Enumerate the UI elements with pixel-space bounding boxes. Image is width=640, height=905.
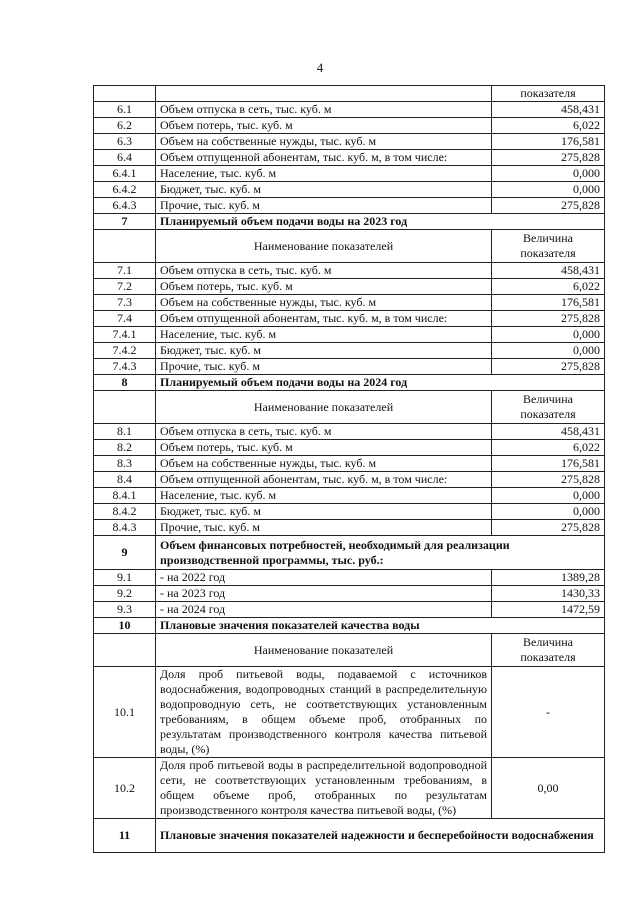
column-header-value: Величина показателя [492, 230, 605, 263]
row-number: 7.4.2 [94, 343, 156, 359]
table-row [94, 472, 605, 488]
section-number: 8 [94, 375, 156, 391]
indicator-name: - на 2023 год [156, 586, 492, 602]
section-title-row [94, 618, 605, 634]
row-number: 6.3 [94, 134, 156, 150]
table-row [94, 570, 605, 586]
indicator-name: Доля проб питьевой воды в распределительной водопроводной сети, не соответствующих установленным требованиям, в общем объеме проб, отобранных по результатам производственного контроля качества питьевой воды, (%) [156, 758, 492, 819]
indicator-value: 176,581 [492, 295, 605, 311]
indicator-value: 1430,33 [492, 586, 605, 602]
table-row [94, 86, 605, 102]
section-number: 9 [94, 536, 156, 570]
table-row [94, 602, 605, 618]
indicator-name: Объем отпуска в сеть, тыс. куб. м [156, 102, 492, 118]
column-header-row [94, 391, 605, 424]
row-number: 9.1 [94, 570, 156, 586]
table-row [94, 586, 605, 602]
indicator-value: 275,828 [492, 150, 605, 166]
row-number: 8.1 [94, 424, 156, 440]
indicator-name: Население, тыс. куб. м [156, 488, 492, 504]
section-title-row [94, 375, 605, 391]
indicator-name: Доля проб питьевой воды, подаваемой с источников водоснабжения, водопроводных станций в распределительную водопроводную сеть, не соответствующих установленным требованиям, в общем объеме проб, отобранных по результатам производственного контроля качества питьевой воды, (%) [156, 667, 492, 758]
row-number: 8.4 [94, 472, 156, 488]
indicator-value: 275,828 [492, 472, 605, 488]
table-row [94, 118, 605, 134]
table-row [94, 343, 605, 359]
indicator-value: 0,000 [492, 166, 605, 182]
column-header-value: Величина показателя [492, 634, 605, 667]
section-title: Плановые значения показателей надежности и бесперебойности водоснабжения [156, 819, 605, 853]
row-number: 6.4.2 [94, 182, 156, 198]
table-row [94, 327, 605, 343]
indicator-name: Население, тыс. куб. м [156, 327, 492, 343]
section-title: Планируемый объем подачи воды на 2024 год [156, 375, 605, 391]
row-number: 7.4 [94, 311, 156, 327]
table-row [94, 198, 605, 214]
column-header-row [94, 230, 605, 263]
section-title: Плановые значения показателей качества воды [156, 618, 605, 634]
row-number: 8.4.2 [94, 504, 156, 520]
indicator-value: 0,000 [492, 488, 605, 504]
table-row [94, 263, 605, 279]
table-row [94, 488, 605, 504]
indicator-value: 275,828 [492, 520, 605, 536]
row-number: 7.3 [94, 295, 156, 311]
indicator-value: 458,431 [492, 102, 605, 118]
row-number: 8.4.3 [94, 520, 156, 536]
row-number: 9.3 [94, 602, 156, 618]
indicator-name: Население, тыс. куб. м [156, 166, 492, 182]
row-number: 8.4.1 [94, 488, 156, 504]
section-number: 10 [94, 618, 156, 634]
section-title: Планируемый объем подачи воды на 2023 год [156, 214, 605, 230]
indicator-value: 176,581 [492, 456, 605, 472]
indicators-table [93, 85, 605, 853]
indicator-value: 6,022 [492, 440, 605, 456]
column-header-name: Наименование показателей [156, 634, 492, 667]
indicator-name: Объем потерь, тыс. куб. м [156, 279, 492, 295]
row-number: 7.1 [94, 263, 156, 279]
indicator-name: Бюджет, тыс. куб. м [156, 343, 492, 359]
indicator-value: 458,431 [492, 263, 605, 279]
indicator-value: 0,000 [492, 182, 605, 198]
indicator-value: 0,00 [492, 758, 605, 819]
table-row [94, 520, 605, 536]
table-row [94, 456, 605, 472]
section-title-row [94, 819, 605, 853]
table-row [94, 150, 605, 166]
row-number: 7.2 [94, 279, 156, 295]
row-number: 7.4.1 [94, 327, 156, 343]
indicator-value: 6,022 [492, 118, 605, 134]
table-row [94, 166, 605, 182]
row-number: 7.4.3 [94, 359, 156, 375]
table-row [94, 504, 605, 520]
column-header-name: Наименование показателей [156, 230, 492, 263]
row-number: 6.4.1 [94, 166, 156, 182]
row-number: 8.3 [94, 456, 156, 472]
indicator-name: Бюджет, тыс. куб. м [156, 504, 492, 520]
table-row [94, 424, 605, 440]
indicator-name: Объем на собственные нужды, тыс. куб. м [156, 456, 492, 472]
table-row [94, 279, 605, 295]
row-number: 10.1 [94, 667, 156, 758]
value-header-continued: показателя [492, 86, 605, 102]
indicator-value: 458,431 [492, 424, 605, 440]
row-number: 10.2 [94, 758, 156, 819]
column-header-value: Величина показателя [492, 391, 605, 424]
indicator-name: Объем отпуска в сеть, тыс. куб. м [156, 424, 492, 440]
column-header-name: Наименование показателей [156, 391, 492, 424]
indicator-value: 275,828 [492, 359, 605, 375]
indicator-value: 275,828 [492, 198, 605, 214]
section-number: 11 [94, 819, 156, 853]
row-number: 8.2 [94, 440, 156, 456]
indicator-value: 176,581 [492, 134, 605, 150]
section-title: Объем финансовых потребностей, необходимый для реализации производственной программы, тыс. руб.: [156, 536, 605, 570]
indicator-value: 6,022 [492, 279, 605, 295]
indicator-name: Прочие, тыс. куб. м [156, 359, 492, 375]
page-number: 4 [316, 60, 324, 75]
indicator-value: 0,000 [492, 504, 605, 520]
indicator-name: Объем отпущенной абонентам, тыс. куб. м, в том числе: [156, 150, 492, 166]
table-row [94, 667, 605, 758]
table-row [94, 295, 605, 311]
row-number: 9.2 [94, 586, 156, 602]
section-title-row [94, 214, 605, 230]
table-row [94, 102, 605, 118]
indicator-name: Объем потерь, тыс. куб. м [156, 440, 492, 456]
table-row [94, 359, 605, 375]
indicator-value: 1389,28 [492, 570, 605, 586]
indicator-value: 275,828 [492, 311, 605, 327]
row-number: 6.2 [94, 118, 156, 134]
row-number: 6.1 [94, 102, 156, 118]
indicator-name: Объем отпущенной абонентам, тыс. куб. м, в том числе: [156, 311, 492, 327]
table-row [94, 311, 605, 327]
indicator-name: - на 2024 год [156, 602, 492, 618]
indicator-name: Бюджет, тыс. куб. м [156, 182, 492, 198]
indicator-name: Прочие, тыс. куб. м [156, 198, 492, 214]
indicator-name: Прочие, тыс. куб. м [156, 520, 492, 536]
indicator-name: Объем на собственные нужды, тыс. куб. м [156, 134, 492, 150]
indicator-value: - [492, 667, 605, 758]
indicator-value: 1472,59 [492, 602, 605, 618]
table-row [94, 134, 605, 150]
section-number: 7 [94, 214, 156, 230]
indicator-name: Объем потерь, тыс. куб. м [156, 118, 492, 134]
column-header-row [94, 634, 605, 667]
row-number: 6.4.3 [94, 198, 156, 214]
indicator-name: Объем отпуска в сеть, тыс. куб. м [156, 263, 492, 279]
table-row [94, 440, 605, 456]
indicator-value: 0,000 [492, 327, 605, 343]
section-title-row [94, 536, 605, 570]
indicator-name: - на 2022 год [156, 570, 492, 586]
row-number: 6.4 [94, 150, 156, 166]
table-row [94, 758, 605, 819]
indicator-name: Объем на собственные нужды, тыс. куб. м [156, 295, 492, 311]
indicator-name: Объем отпущенной абонентам, тыс. куб. м, в том числе: [156, 472, 492, 488]
indicator-value: 0,000 [492, 343, 605, 359]
table-row [94, 182, 605, 198]
